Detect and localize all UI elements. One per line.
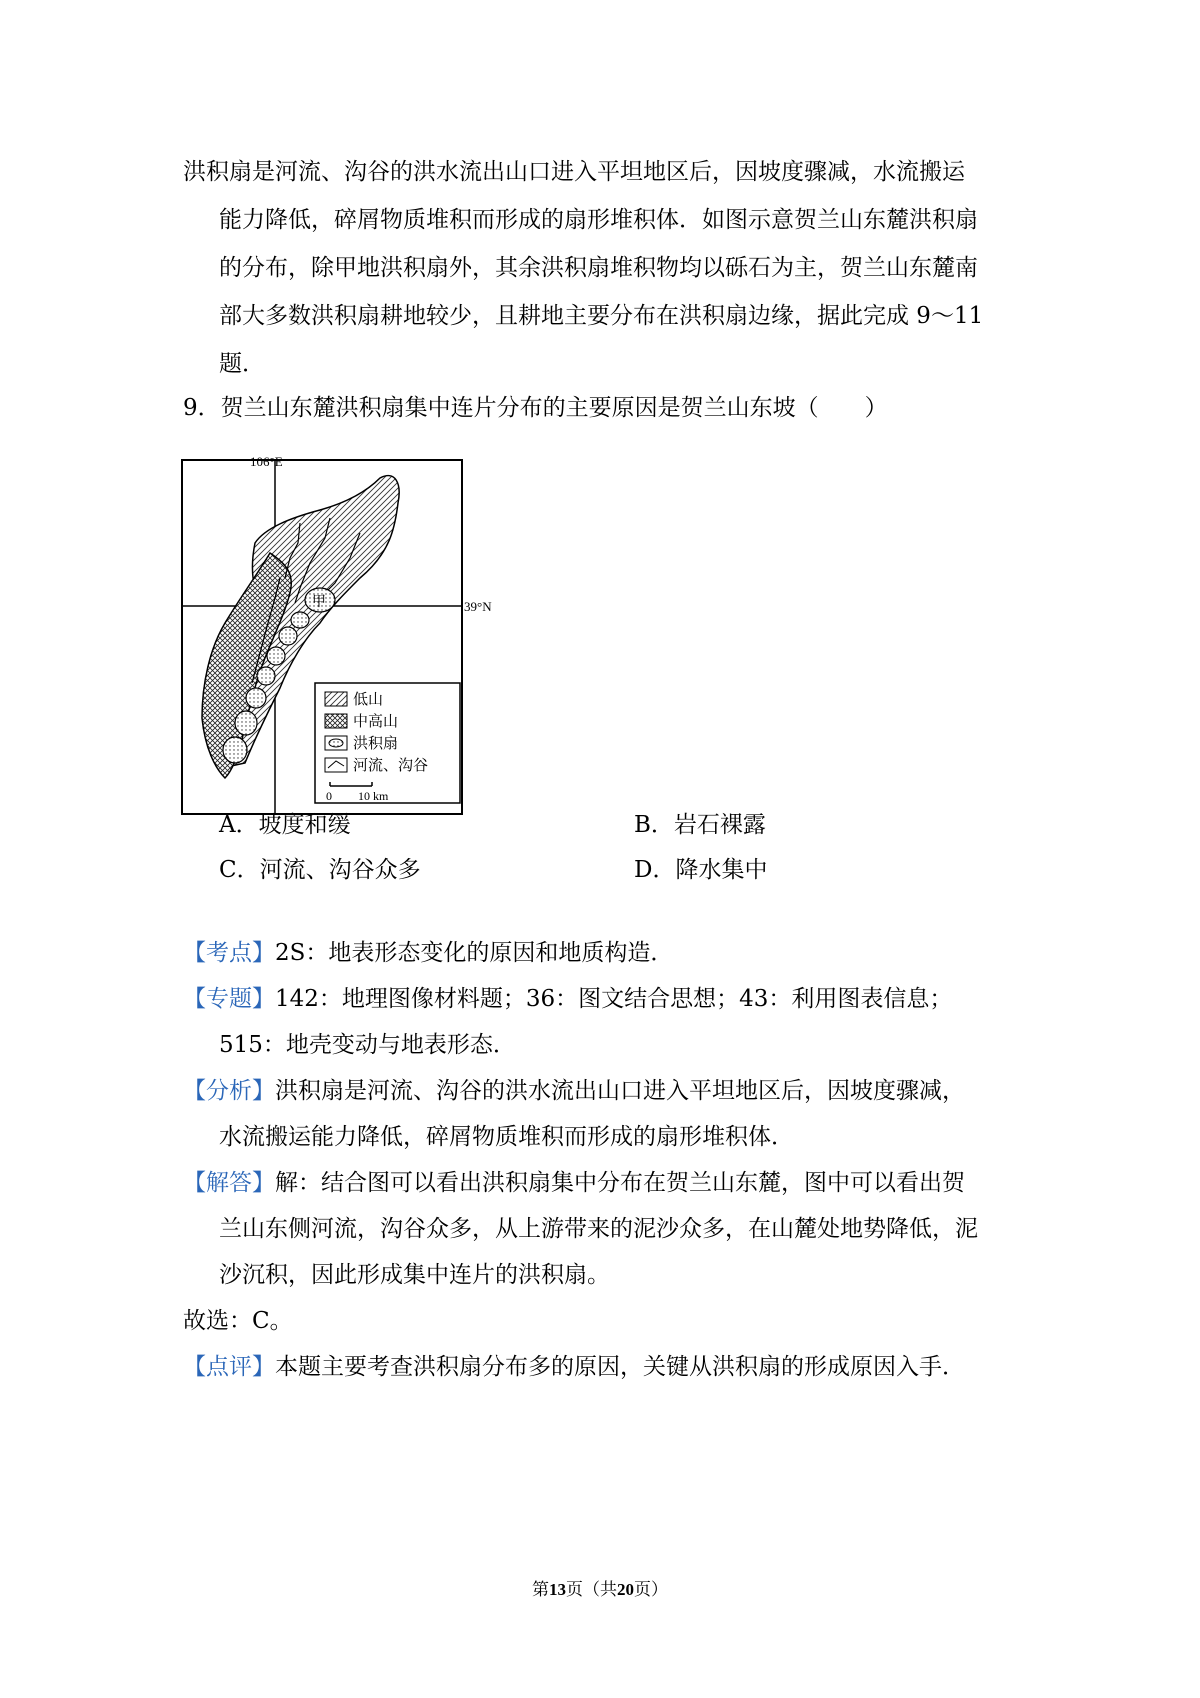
zhuanti-text: 142：地理图像材料题；36：图文结合思想；43：利用图表信息；	[275, 986, 953, 1012]
intro-line: 题．	[219, 351, 265, 377]
legend-fan-icon	[329, 739, 343, 747]
fenxi-line-2: 水流搬运能力降低，碎屑物质堆积而形成的扇形堆积体．	[219, 1124, 794, 1150]
legend-label: 河流、沟谷	[353, 756, 429, 774]
jieda-tag: 【解答】	[183, 1170, 275, 1196]
intro-line: 能力降低，碎屑物质堆积而形成的扇形堆积体．如图示意贺兰山东麓洪积扇	[219, 207, 978, 233]
helan-mountain-map	[180, 448, 492, 828]
dianping-line	[183, 1347, 965, 1387]
legend-label: 中高山	[353, 712, 399, 730]
jieda-text: 解：结合图可以看出洪积扇集中分布在贺兰山东麓，图中可以看出贺	[275, 1170, 965, 1196]
legend-label: 洪积扇	[353, 734, 399, 752]
scale-zero: 0	[326, 789, 332, 803]
page-total: 20	[617, 1580, 634, 1599]
alluvial-fan	[235, 711, 257, 735]
kaodian-line	[183, 933, 673, 973]
legend-label: 低山	[353, 690, 384, 708]
intro-line: 洪积扇是河流、沟谷的洪水流出山口进入平坦地区后，因坡度骤减，水流搬运	[183, 159, 965, 185]
page-number: 13	[549, 1580, 566, 1599]
option-a: A．坡度和缓	[219, 812, 351, 838]
jieda-line	[183, 1163, 965, 1203]
dianping-text: 本题主要考查洪积扇分布多的原因，关键从洪积扇的形成原因入手．	[275, 1354, 965, 1380]
question-stem: 9．贺兰山东麓洪积扇集中连片分布的主要原因是贺兰山东坡（ ）	[183, 395, 888, 421]
alluvial-fan	[246, 688, 266, 708]
intro-line: 的分布，除甲地洪积扇外，其余洪积扇堆积物均以砾石为主，贺兰山东麓南	[219, 255, 978, 281]
dianping-tag: 【点评】	[183, 1354, 275, 1380]
longitude-label: 106°E	[250, 454, 283, 469]
alluvial-fan	[279, 627, 297, 645]
zhuanti-line	[183, 979, 952, 1019]
jieda-line-2: 兰山东侧河流，沟谷众多，从上游带来的泥沙众多，在山麓处地势降低，泥	[219, 1216, 978, 1242]
answer-line: 故选：C。	[183, 1308, 293, 1334]
alluvial-fan	[291, 612, 309, 628]
option-d: D．降水集中	[634, 857, 768, 883]
latitude-label: 39°N	[464, 599, 492, 614]
kaodian-text: 2S：地表形态变化的原因和地质构造．	[275, 940, 674, 966]
legend-swatch-river	[325, 758, 347, 772]
site-label: 甲	[312, 594, 326, 610]
fenxi-line	[183, 1071, 965, 1111]
option-c: C．河流、沟谷众多	[219, 857, 421, 883]
fenxi-tag: 【分析】	[183, 1078, 275, 1104]
scale-label: 10 km	[358, 789, 389, 803]
alluvial-fan	[257, 667, 275, 685]
legend-swatch-mid-high-mountain	[325, 714, 347, 728]
fenxi-text: 洪积扇是河流、沟谷的洪水流出山口进入平坦地区后，因坡度骤减，	[275, 1078, 965, 1104]
page-footer: 第13页（共20页）	[532, 1580, 668, 1600]
kaodian-tag: 【考点】	[183, 940, 275, 966]
legend-swatch-low-mountain	[325, 692, 347, 706]
zhuanti-line-2: 515：地壳变动与地表形态．	[219, 1032, 516, 1058]
alluvial-fan	[223, 737, 247, 763]
intro-line: 部大多数洪积扇耕地较少，且耕地主要分布在洪积扇边缘，据此完成 9～11	[219, 303, 984, 329]
option-b: B．岩石裸露	[634, 812, 766, 838]
intro-paragraph	[183, 148, 1028, 388]
alluvial-fan	[267, 647, 285, 665]
zhuanti-tag: 【专题】	[183, 986, 275, 1012]
jieda-line-3: 沙沉积，因此形成集中连片的洪积扇。	[219, 1262, 610, 1288]
